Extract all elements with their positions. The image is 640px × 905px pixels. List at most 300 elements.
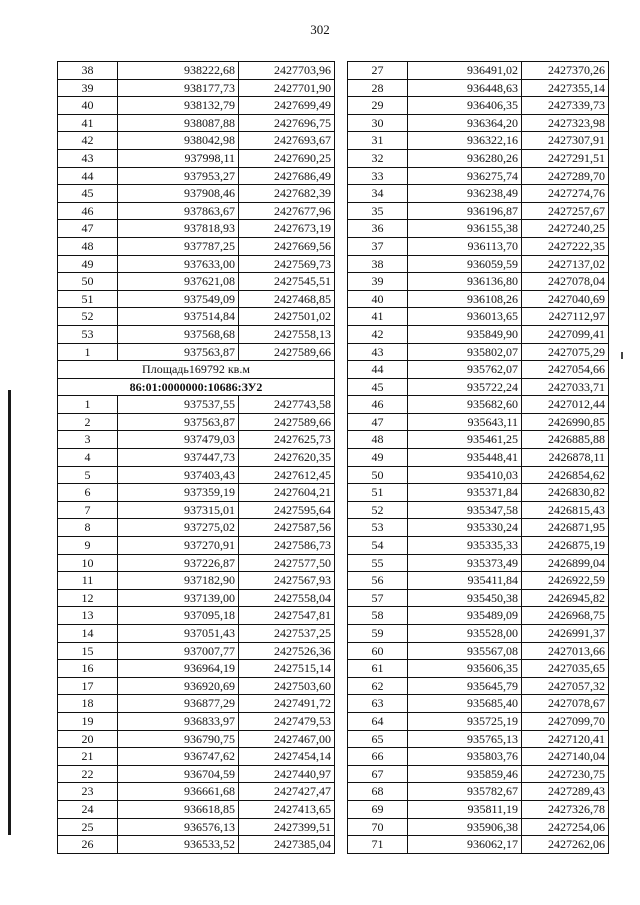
y-coordinate-cell: 2426885,88 — [522, 431, 609, 449]
y-coordinate-cell: 2427669,56 — [239, 237, 335, 255]
cadastral-row — [58, 378, 335, 396]
y-coordinate-cell: 2427262,06 — [522, 836, 609, 854]
table-row — [348, 167, 609, 185]
x-coordinate-cell: 936013,65 — [408, 308, 522, 326]
table-row — [58, 537, 335, 555]
table-row — [58, 695, 335, 713]
point-number-cell: 60 — [348, 642, 408, 660]
table-row — [58, 114, 335, 132]
table-row — [58, 79, 335, 97]
y-coordinate-cell: 2427230,75 — [522, 765, 609, 783]
x-coordinate-cell: 938132,79 — [118, 97, 239, 115]
y-coordinate-cell: 2427696,75 — [239, 114, 335, 132]
table-row — [58, 818, 335, 836]
point-number-cell: 40 — [58, 97, 118, 115]
table-row — [348, 396, 609, 414]
x-coordinate-cell: 938087,88 — [118, 114, 239, 132]
table-row — [58, 589, 335, 607]
table-row — [58, 97, 335, 115]
point-number-cell: 28 — [348, 79, 408, 97]
x-coordinate-cell: 937998,11 — [118, 149, 239, 167]
table-row — [348, 765, 609, 783]
table-row — [58, 712, 335, 730]
table-row — [348, 325, 609, 343]
x-coordinate-cell: 937537,55 — [118, 396, 239, 414]
table-row — [348, 501, 609, 519]
x-coordinate-cell: 935411,84 — [408, 572, 522, 590]
point-number-cell: 1 — [58, 343, 118, 361]
y-coordinate-cell: 2427370,26 — [522, 62, 609, 80]
point-number-cell: 65 — [348, 730, 408, 748]
y-coordinate-cell: 2427112,97 — [522, 308, 609, 326]
table-row — [348, 572, 609, 590]
y-coordinate-cell: 2427257,67 — [522, 202, 609, 220]
table-row — [58, 449, 335, 467]
point-number-cell: 8 — [58, 519, 118, 537]
y-coordinate-cell: 2427454,14 — [239, 748, 335, 766]
point-number-cell: 50 — [348, 466, 408, 484]
x-coordinate-cell: 936322,16 — [408, 132, 522, 150]
x-coordinate-cell: 935606,35 — [408, 660, 522, 678]
x-coordinate-cell: 936448,63 — [408, 79, 522, 97]
point-number-cell: 19 — [58, 712, 118, 730]
y-coordinate-cell: 2427693,67 — [239, 132, 335, 150]
table-row — [348, 677, 609, 695]
point-number-cell: 1 — [58, 396, 118, 414]
area-row — [58, 361, 335, 379]
point-number-cell: 23 — [58, 783, 118, 801]
point-number-cell: 54 — [348, 537, 408, 555]
table-row — [58, 554, 335, 572]
x-coordinate-cell: 936275,74 — [408, 167, 522, 185]
y-coordinate-cell: 2427323,98 — [522, 114, 609, 132]
x-coordinate-cell: 936833,97 — [118, 712, 239, 730]
x-coordinate-cell: 935335,33 — [408, 537, 522, 555]
y-coordinate-cell: 2427035,65 — [522, 660, 609, 678]
y-coordinate-cell: 2426945,82 — [522, 589, 609, 607]
margin-tick-mark — [621, 352, 623, 359]
y-coordinate-cell: 2427307,91 — [522, 132, 609, 150]
y-coordinate-cell: 2427468,85 — [239, 290, 335, 308]
table-row — [348, 730, 609, 748]
point-number-cell: 42 — [58, 132, 118, 150]
x-coordinate-cell: 937818,93 — [118, 220, 239, 238]
x-coordinate-cell: 937953,27 — [118, 167, 239, 185]
table-row — [348, 783, 609, 801]
table-row — [58, 677, 335, 695]
table-row — [58, 290, 335, 308]
point-number-cell: 57 — [348, 589, 408, 607]
y-coordinate-cell: 2427537,25 — [239, 625, 335, 643]
x-coordinate-cell: 936704,59 — [118, 765, 239, 783]
x-coordinate-cell: 935811,19 — [408, 800, 522, 818]
point-number-cell: 39 — [58, 79, 118, 97]
x-coordinate-cell: 935448,41 — [408, 449, 522, 467]
y-coordinate-cell: 2426875,19 — [522, 537, 609, 555]
x-coordinate-cell: 938042,98 — [118, 132, 239, 150]
y-coordinate-cell: 2427254,06 — [522, 818, 609, 836]
table-row — [348, 484, 609, 502]
table-row — [58, 185, 335, 203]
y-coordinate-cell: 2427399,51 — [239, 818, 335, 836]
point-number-cell: 50 — [58, 273, 118, 291]
table-row — [58, 466, 335, 484]
point-number-cell: 32 — [348, 149, 408, 167]
y-coordinate-cell: 2427547,81 — [239, 607, 335, 625]
table-row — [348, 202, 609, 220]
y-coordinate-cell: 2427501,02 — [239, 308, 335, 326]
table-row — [348, 449, 609, 467]
x-coordinate-cell: 937403,43 — [118, 466, 239, 484]
table-row — [58, 748, 335, 766]
x-coordinate-cell: 935906,38 — [408, 818, 522, 836]
y-coordinate-cell: 2427440,97 — [239, 765, 335, 783]
y-coordinate-cell: 2427690,25 — [239, 149, 335, 167]
y-coordinate-cell: 2427099,70 — [522, 712, 609, 730]
table-row — [58, 765, 335, 783]
y-coordinate-cell: 2427339,73 — [522, 97, 609, 115]
x-coordinate-cell: 935725,19 — [408, 712, 522, 730]
table-row — [348, 132, 609, 150]
y-coordinate-cell: 2427620,35 — [239, 449, 335, 467]
point-number-cell: 31 — [348, 132, 408, 150]
y-coordinate-cell: 2427479,53 — [239, 712, 335, 730]
x-coordinate-cell: 936113,70 — [408, 237, 522, 255]
table-row — [348, 343, 609, 361]
x-coordinate-cell: 937359,19 — [118, 484, 239, 502]
x-coordinate-cell: 935347,58 — [408, 501, 522, 519]
coordinates-table-right — [347, 61, 609, 854]
point-number-cell: 46 — [58, 202, 118, 220]
y-coordinate-cell: 2426871,95 — [522, 519, 609, 537]
x-coordinate-cell: 936059,59 — [408, 255, 522, 273]
point-number-cell: 55 — [348, 554, 408, 572]
table-row — [348, 712, 609, 730]
point-number-cell: 2 — [58, 413, 118, 431]
table-row — [348, 79, 609, 97]
point-number-cell: 46 — [348, 396, 408, 414]
y-coordinate-cell: 2427515,14 — [239, 660, 335, 678]
x-coordinate-cell: 938222,68 — [118, 62, 239, 80]
x-coordinate-cell: 936661,68 — [118, 783, 239, 801]
y-coordinate-cell: 2426968,75 — [522, 607, 609, 625]
point-number-cell: 56 — [348, 572, 408, 590]
x-coordinate-cell: 937479,03 — [118, 431, 239, 449]
y-coordinate-cell: 2427222,35 — [522, 237, 609, 255]
y-coordinate-cell: 2426854,62 — [522, 466, 609, 484]
point-number-cell: 7 — [58, 501, 118, 519]
y-coordinate-cell: 2427673,19 — [239, 220, 335, 238]
table-row — [58, 607, 335, 625]
x-coordinate-cell: 937447,73 — [118, 449, 239, 467]
y-coordinate-cell: 2427013,66 — [522, 642, 609, 660]
table-row — [58, 202, 335, 220]
table-row — [58, 572, 335, 590]
point-number-cell: 66 — [348, 748, 408, 766]
table-row — [348, 748, 609, 766]
table-row — [348, 660, 609, 678]
point-number-cell: 40 — [348, 290, 408, 308]
y-coordinate-cell: 2427289,70 — [522, 167, 609, 185]
y-coordinate-cell: 2427558,04 — [239, 589, 335, 607]
point-number-cell: 24 — [58, 800, 118, 818]
y-coordinate-cell: 2427682,39 — [239, 185, 335, 203]
table-row — [58, 800, 335, 818]
x-coordinate-cell: 935450,38 — [408, 589, 522, 607]
table-row — [58, 660, 335, 678]
y-coordinate-cell: 2427078,67 — [522, 695, 609, 713]
x-coordinate-cell: 936280,26 — [408, 149, 522, 167]
table-row — [348, 273, 609, 291]
point-number-cell: 36 — [348, 220, 408, 238]
point-number-cell: 26 — [58, 836, 118, 854]
x-coordinate-cell: 936062,17 — [408, 836, 522, 854]
point-number-cell: 16 — [58, 660, 118, 678]
x-coordinate-cell: 937568,68 — [118, 325, 239, 343]
point-number-cell: 34 — [348, 185, 408, 203]
point-number-cell: 37 — [348, 237, 408, 255]
point-number-cell: 11 — [58, 572, 118, 590]
y-coordinate-cell: 2427291,51 — [522, 149, 609, 167]
table-row — [348, 114, 609, 132]
point-number-cell: 9 — [58, 537, 118, 555]
point-number-cell: 4 — [58, 449, 118, 467]
x-coordinate-cell: 936136,80 — [408, 273, 522, 291]
table-row — [348, 607, 609, 625]
cadastral-number-label: 86:01:0000000:10686:ЗУ2 — [58, 378, 335, 396]
y-coordinate-cell: 2427701,90 — [239, 79, 335, 97]
y-coordinate-cell: 2427355,14 — [522, 79, 609, 97]
point-number-cell: 58 — [348, 607, 408, 625]
table-row — [58, 273, 335, 291]
point-number-cell: 43 — [348, 343, 408, 361]
table-row — [348, 800, 609, 818]
y-coordinate-cell: 2427385,04 — [239, 836, 335, 854]
point-number-cell: 38 — [348, 255, 408, 273]
x-coordinate-cell: 937563,87 — [118, 413, 239, 431]
x-coordinate-cell: 935859,46 — [408, 765, 522, 783]
y-coordinate-cell: 2427033,71 — [522, 378, 609, 396]
y-coordinate-cell: 2427595,64 — [239, 501, 335, 519]
point-number-cell: 27 — [348, 62, 408, 80]
point-number-cell: 10 — [58, 554, 118, 572]
x-coordinate-cell: 936877,29 — [118, 695, 239, 713]
point-number-cell: 44 — [58, 167, 118, 185]
point-number-cell: 71 — [348, 836, 408, 854]
x-coordinate-cell: 936108,26 — [408, 290, 522, 308]
y-coordinate-cell: 2427054,66 — [522, 361, 609, 379]
y-coordinate-cell: 2427558,13 — [239, 325, 335, 343]
x-coordinate-cell: 936618,85 — [118, 800, 239, 818]
table-row — [58, 625, 335, 643]
x-coordinate-cell: 937787,25 — [118, 237, 239, 255]
point-number-cell: 43 — [58, 149, 118, 167]
point-number-cell: 42 — [348, 325, 408, 343]
area-label: Площадь169792 кв.м — [58, 361, 335, 379]
x-coordinate-cell: 935410,03 — [408, 466, 522, 484]
coordinates-table-left — [57, 61, 335, 854]
point-number-cell: 63 — [348, 695, 408, 713]
x-coordinate-cell: 936155,38 — [408, 220, 522, 238]
table-row — [58, 255, 335, 273]
table-row — [58, 519, 335, 537]
point-number-cell: 67 — [348, 765, 408, 783]
y-coordinate-cell: 2426991,37 — [522, 625, 609, 643]
table-row — [348, 185, 609, 203]
y-coordinate-cell: 2427567,93 — [239, 572, 335, 590]
point-number-cell: 48 — [348, 431, 408, 449]
table-row — [348, 695, 609, 713]
x-coordinate-cell: 936533,52 — [118, 836, 239, 854]
point-number-cell: 33 — [348, 167, 408, 185]
point-number-cell: 49 — [58, 255, 118, 273]
y-coordinate-cell: 2426990,85 — [522, 413, 609, 431]
y-coordinate-cell: 2427120,41 — [522, 730, 609, 748]
point-number-cell: 15 — [58, 642, 118, 660]
y-coordinate-cell: 2427589,66 — [239, 413, 335, 431]
point-number-cell: 12 — [58, 589, 118, 607]
y-coordinate-cell: 2427057,32 — [522, 677, 609, 695]
x-coordinate-cell: 935528,00 — [408, 625, 522, 643]
x-coordinate-cell: 935849,90 — [408, 325, 522, 343]
table-row — [58, 132, 335, 150]
x-coordinate-cell: 937563,87 — [118, 343, 239, 361]
table-row — [348, 308, 609, 326]
point-number-cell: 61 — [348, 660, 408, 678]
table-row — [348, 62, 609, 80]
y-coordinate-cell: 2427604,21 — [239, 484, 335, 502]
x-coordinate-cell: 935643,11 — [408, 413, 522, 431]
point-number-cell: 38 — [58, 62, 118, 80]
y-coordinate-cell: 2426815,43 — [522, 501, 609, 519]
point-number-cell: 14 — [58, 625, 118, 643]
table-row — [348, 220, 609, 238]
x-coordinate-cell: 935330,24 — [408, 519, 522, 537]
y-coordinate-cell: 2427743,58 — [239, 396, 335, 414]
y-coordinate-cell: 2427587,56 — [239, 519, 335, 537]
x-coordinate-cell: 936406,35 — [408, 97, 522, 115]
x-coordinate-cell: 936576,13 — [118, 818, 239, 836]
y-coordinate-cell: 2427503,60 — [239, 677, 335, 695]
y-coordinate-cell: 2426830,82 — [522, 484, 609, 502]
table-row — [348, 97, 609, 115]
table-row — [58, 501, 335, 519]
point-number-cell: 52 — [58, 308, 118, 326]
point-number-cell: 51 — [58, 290, 118, 308]
table-row — [348, 818, 609, 836]
x-coordinate-cell: 936790,75 — [118, 730, 239, 748]
x-coordinate-cell: 935489,09 — [408, 607, 522, 625]
y-coordinate-cell: 2427526,36 — [239, 642, 335, 660]
point-number-cell: 30 — [348, 114, 408, 132]
x-coordinate-cell: 937226,87 — [118, 554, 239, 572]
x-coordinate-cell: 937863,67 — [118, 202, 239, 220]
point-number-cell: 22 — [58, 765, 118, 783]
x-coordinate-cell: 935762,07 — [408, 361, 522, 379]
y-coordinate-cell: 2427625,73 — [239, 431, 335, 449]
x-coordinate-cell: 937051,43 — [118, 625, 239, 643]
y-coordinate-cell: 2426922,59 — [522, 572, 609, 590]
table-row — [348, 361, 609, 379]
x-coordinate-cell: 935803,76 — [408, 748, 522, 766]
x-coordinate-cell: 937315,01 — [118, 501, 239, 519]
x-coordinate-cell: 938177,73 — [118, 79, 239, 97]
x-coordinate-cell: 935567,08 — [408, 642, 522, 660]
point-number-cell: 6 — [58, 484, 118, 502]
point-number-cell: 17 — [58, 677, 118, 695]
table-row — [58, 220, 335, 238]
table-row — [58, 62, 335, 80]
point-number-cell: 41 — [348, 308, 408, 326]
table-row — [348, 537, 609, 555]
point-number-cell: 29 — [348, 97, 408, 115]
point-number-cell: 48 — [58, 237, 118, 255]
point-number-cell: 3 — [58, 431, 118, 449]
y-coordinate-cell: 2427677,96 — [239, 202, 335, 220]
page-number: 302 — [310, 22, 330, 37]
table-row — [348, 836, 609, 854]
point-number-cell: 45 — [348, 378, 408, 396]
table-row — [58, 431, 335, 449]
y-coordinate-cell: 2427040,69 — [522, 290, 609, 308]
x-coordinate-cell: 935782,67 — [408, 783, 522, 801]
x-coordinate-cell: 935722,24 — [408, 378, 522, 396]
table-row — [58, 836, 335, 854]
x-coordinate-cell: 936364,20 — [408, 114, 522, 132]
point-number-cell: 59 — [348, 625, 408, 643]
point-number-cell: 13 — [58, 607, 118, 625]
x-coordinate-cell: 937621,08 — [118, 273, 239, 291]
x-coordinate-cell: 936196,87 — [408, 202, 522, 220]
point-number-cell: 25 — [58, 818, 118, 836]
table-row — [348, 554, 609, 572]
y-coordinate-cell: 2427703,96 — [239, 62, 335, 80]
table-row — [348, 466, 609, 484]
y-coordinate-cell: 2427012,44 — [522, 396, 609, 414]
y-coordinate-cell: 2427140,04 — [522, 748, 609, 766]
x-coordinate-cell: 935371,84 — [408, 484, 522, 502]
table-row — [58, 396, 335, 414]
x-coordinate-cell: 937095,18 — [118, 607, 239, 625]
point-number-cell: 35 — [348, 202, 408, 220]
table-row — [348, 625, 609, 643]
y-coordinate-cell: 2426878,11 — [522, 449, 609, 467]
table-row — [348, 642, 609, 660]
point-number-cell: 53 — [58, 325, 118, 343]
point-number-cell: 20 — [58, 730, 118, 748]
y-coordinate-cell: 2427467,00 — [239, 730, 335, 748]
point-number-cell: 62 — [348, 677, 408, 695]
y-coordinate-cell: 2427413,65 — [239, 800, 335, 818]
x-coordinate-cell: 937549,09 — [118, 290, 239, 308]
y-coordinate-cell: 2427586,73 — [239, 537, 335, 555]
x-coordinate-cell: 935765,13 — [408, 730, 522, 748]
table-row — [348, 255, 609, 273]
table-row — [58, 730, 335, 748]
point-number-cell: 5 — [58, 466, 118, 484]
point-number-cell: 51 — [348, 484, 408, 502]
y-coordinate-cell: 2427274,76 — [522, 185, 609, 203]
table-row — [58, 484, 335, 502]
point-number-cell: 49 — [348, 449, 408, 467]
table-row — [58, 308, 335, 326]
x-coordinate-cell: 937270,91 — [118, 537, 239, 555]
x-coordinate-cell: 937275,02 — [118, 519, 239, 537]
y-coordinate-cell: 2427577,50 — [239, 554, 335, 572]
table-row — [58, 642, 335, 660]
y-coordinate-cell: 2427686,49 — [239, 167, 335, 185]
y-coordinate-cell: 2427569,73 — [239, 255, 335, 273]
